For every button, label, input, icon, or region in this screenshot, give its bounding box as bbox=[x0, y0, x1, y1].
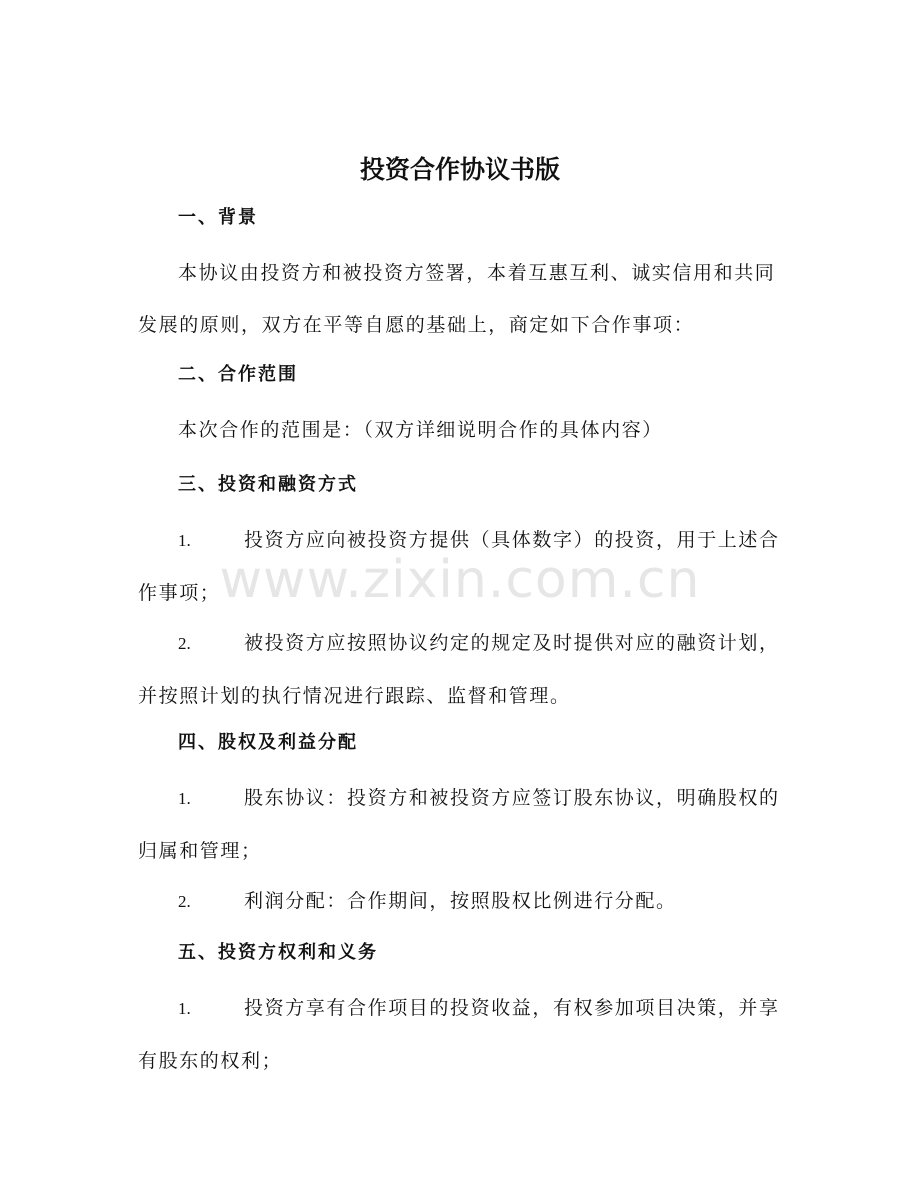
document-title: 投资合作协议书版 bbox=[359, 155, 560, 184]
section-heading-investor-rights: 五、投资方权利和义务 bbox=[178, 942, 378, 963]
item-text: 投资方应向被投资方提供（具体数字）的投资，用于上述合作事项； bbox=[138, 529, 780, 604]
paragraph-background bbox=[138, 247, 788, 351]
list-item bbox=[138, 514, 788, 619]
list-item bbox=[138, 875, 788, 928]
list-item bbox=[138, 982, 788, 1087]
paragraph-text: 本协议由投资方和被投资方签署，本着互惠互利、诚实信用和共同发展的原则，双方在平等自愿的基础上，商定如下合作事项： bbox=[138, 262, 776, 336]
item-number: 1. bbox=[178, 999, 191, 1018]
paragraph-scope bbox=[138, 404, 788, 456]
item-text: 利润分配：合作期间，按照股权比例进行分配。 bbox=[244, 890, 677, 912]
item-text: 股东协议：投资方和被投资方应签订股东协议，明确股权的归属和管理； bbox=[138, 787, 780, 862]
item-number: 1. bbox=[178, 531, 191, 550]
section-heading-scope: 二、合作范围 bbox=[178, 364, 298, 385]
item-text: 投资方享有合作项目的投资收益，有权参加项目决策，并享有股东的权利； bbox=[138, 997, 780, 1072]
item-number: 2. bbox=[178, 634, 191, 653]
item-text: 被投资方应按照协议约定的规定及时提供对应的融资计划，并按照计划的执行情况进行跟踪、监督和管理。 bbox=[138, 632, 780, 707]
watermark: www.zixin.com.cn bbox=[219, 550, 701, 610]
section-heading-background: 一、背景 bbox=[178, 207, 258, 228]
paragraph-text: 本次合作的范围是：（双方详细说明合作的具体内容） bbox=[178, 419, 663, 441]
section-heading-investment: 三、投资和融资方式 bbox=[178, 474, 358, 495]
item-number: 2. bbox=[178, 892, 191, 911]
section-heading-equity: 四、股权及利益分配 bbox=[178, 732, 358, 753]
list-item bbox=[138, 617, 788, 722]
list-item bbox=[138, 772, 788, 877]
item-number: 1. bbox=[178, 789, 191, 808]
